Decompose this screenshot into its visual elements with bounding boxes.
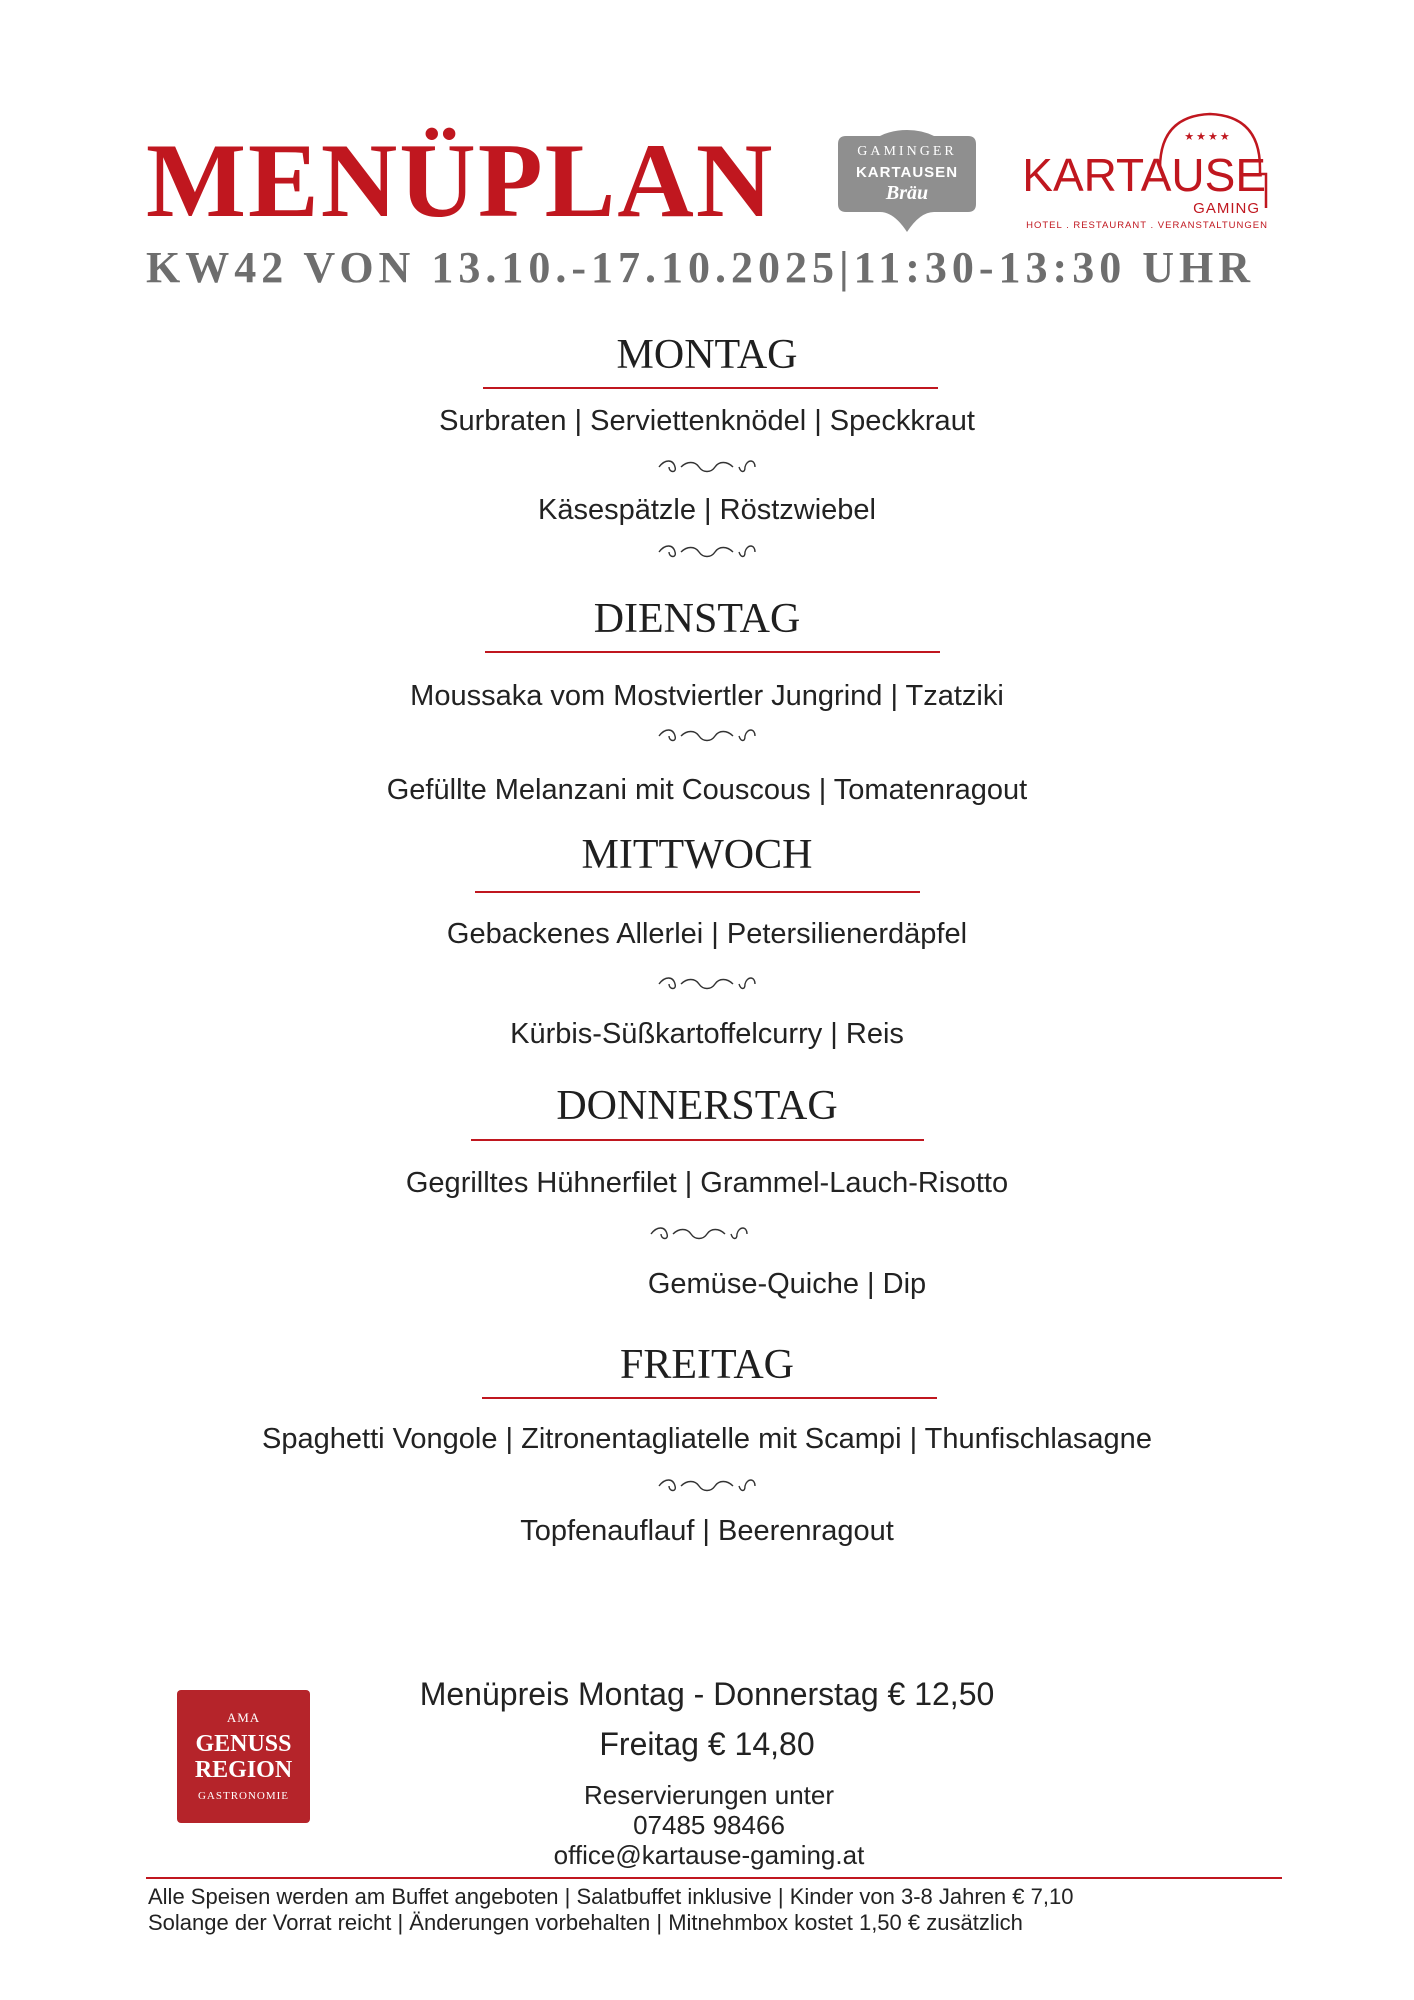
page-title: MENÜPLAN bbox=[146, 122, 775, 239]
brewery-logo bbox=[832, 130, 982, 234]
dish-item: Gebackenes Allerlei | Petersilienerdäpfel bbox=[446, 918, 968, 950]
hotel-name: KARTAUSE bbox=[1022, 149, 1266, 201]
ornament-icon bbox=[0, 1224, 1406, 1244]
reservation-email[interactable]: office@kartause-gaming.at bbox=[553, 1840, 865, 1870]
dish-item: Gegrilltes Hühnerfilet | Grammel-Lauch-Risotto bbox=[405, 1167, 1009, 1199]
hotel-stars: ★★★★ bbox=[1184, 131, 1232, 143]
price-weekday: Menüpreis Montag - Donnerstag € 12,50 bbox=[419, 1676, 995, 1712]
dish-item: Surbraten | Serviettenknödel | Speckkraut bbox=[439, 405, 975, 437]
day-heading-mittwoch: MITTWOCH bbox=[581, 832, 813, 878]
ornament-icon bbox=[0, 457, 1414, 477]
hotel-logo bbox=[1010, 108, 1270, 236]
day-divider bbox=[483, 387, 938, 389]
day-heading-montag: MONTAG bbox=[616, 332, 798, 378]
dish-item: Moussaka vom Mostviertler Jungrind | Tzatziki bbox=[410, 680, 1004, 712]
footer-note-2: Solange der Vorrat reicht | Änderungen vorbehalten | Mitnehmbox kostet 1,50 € zusätzlich bbox=[148, 1910, 1023, 1935]
day-divider bbox=[475, 891, 920, 893]
price-friday: Freitag € 14,80 bbox=[599, 1726, 815, 1762]
ama-line1: AMA bbox=[226, 1710, 261, 1725]
dish-item: Gemüse-Quiche | Dip bbox=[647, 1268, 927, 1300]
day-heading-donnerstag: DONNERSTAG bbox=[556, 1083, 838, 1129]
dish-item: Topfenauflauf | Beerenragout bbox=[520, 1515, 894, 1547]
week-subtitle: KW42 VON 13.10.-17.10.2025|11:30-13:30 UHR bbox=[146, 243, 1255, 292]
ornament-icon bbox=[0, 542, 1414, 562]
dish-item: Gefüllte Melanzani mit Couscous | Tomatenragout bbox=[386, 774, 1028, 806]
dish-item: Käsespätzle | Röstzwiebel bbox=[538, 494, 876, 526]
day-heading-freitag: FREITAG bbox=[620, 1342, 794, 1388]
ornament-icon bbox=[0, 726, 1414, 746]
footer-divider bbox=[146, 1877, 1282, 1879]
day-divider bbox=[482, 1397, 937, 1399]
brewery-line3: Bräu bbox=[885, 182, 929, 204]
dish-item: Kürbis-Süßkartoffelcurry | Reis bbox=[510, 1018, 904, 1050]
day-divider bbox=[471, 1139, 924, 1141]
ornament-icon bbox=[0, 974, 1414, 994]
ama-line3: REGION bbox=[194, 1757, 293, 1783]
hotel-tagline: HOTEL . RESTAURANT . VERANSTALTUNGEN bbox=[1026, 220, 1268, 231]
dish-item: Spaghetti Vongole | Zitronentagliatelle mit Scampi | Thunfischlasagne bbox=[262, 1423, 1152, 1455]
brewery-line1: GAMINGER bbox=[857, 144, 957, 159]
hotel-place: GAMING bbox=[1193, 200, 1260, 217]
footer-note-1: Alle Speisen werden am Buffet angeboten | Salatbuffet inklusive | Kinder von 3-8 Jahren € 7,10 bbox=[148, 1884, 1074, 1909]
brewery-line2: KARTAUSEN bbox=[855, 164, 959, 181]
ama-line4: GASTRONOMIE bbox=[197, 1790, 290, 1802]
day-divider bbox=[485, 651, 940, 653]
reservation-phone[interactable]: 07485 98466 bbox=[633, 1810, 785, 1840]
day-heading-dienstag: DIENSTAG bbox=[593, 596, 801, 642]
reservation-label: Reservierungen unter bbox=[583, 1780, 835, 1810]
ornament-icon bbox=[0, 1476, 1414, 1496]
ama-line2: GENUSS bbox=[195, 1731, 292, 1757]
